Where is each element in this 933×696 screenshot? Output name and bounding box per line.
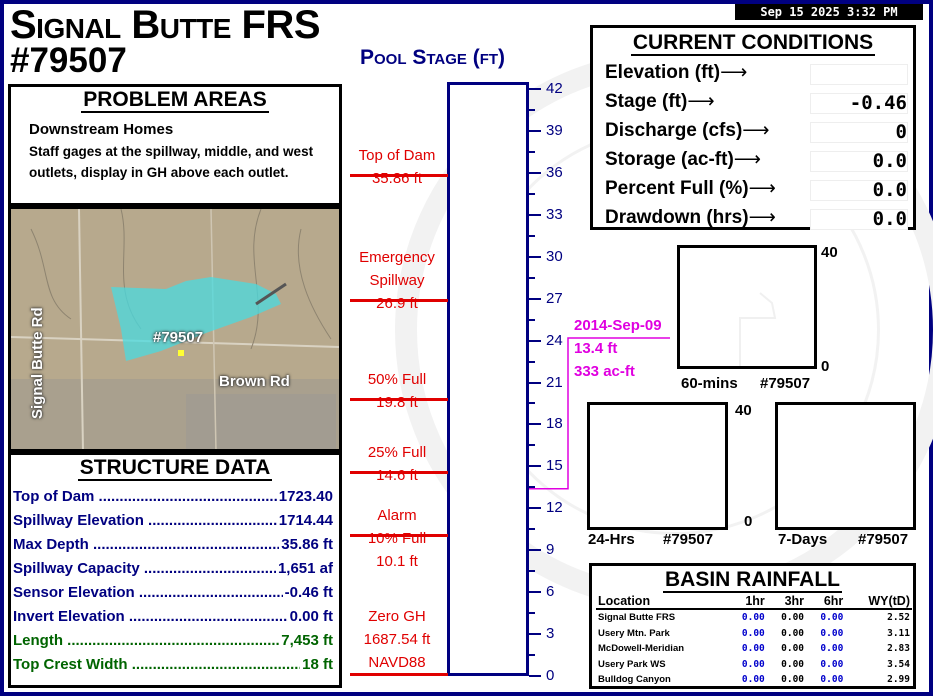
axis-tick	[529, 382, 541, 384]
col-3hr: 3hr	[767, 594, 806, 609]
axis-tick-label: 33	[546, 205, 563, 223]
basin-rainfall-table	[596, 594, 912, 688]
axis-minor-tick	[529, 319, 535, 321]
current-conditions-title: CURRENT CONDITIONS	[632, 31, 874, 54]
chart-60-mins-min: 0	[821, 358, 830, 375]
problem-areas-title: PROBLEM AREAS	[83, 88, 267, 111]
axis-tick	[529, 549, 541, 551]
level-label-line: 50% Full	[367, 371, 427, 389]
arrow-icon: ⟶	[733, 149, 762, 170]
axis-minor-tick	[529, 612, 535, 614]
axis-tick-label: 27	[546, 289, 563, 307]
axis-minor-tick	[529, 193, 535, 195]
level-label-line: 10.1 ft	[376, 552, 418, 570]
col-1hr: 1hr	[728, 594, 767, 609]
structure-data-panel	[8, 452, 342, 688]
axis-tick	[529, 214, 541, 216]
axis-tick-label: 30	[546, 247, 563, 265]
axis-tick	[529, 172, 541, 174]
axis-tick-label: 21	[546, 373, 563, 391]
datetime-readout: Sep 15 2025 3:32 PM	[735, 4, 923, 20]
level-label-line: NAVD88	[368, 654, 426, 671]
chart-60-mins[interactable]	[677, 245, 817, 369]
axis-minor-tick	[529, 570, 535, 572]
axis-tick-label: 6	[546, 583, 555, 601]
level-label	[346, 441, 448, 487]
arrow-icon: ⟶	[742, 120, 770, 141]
current-conditions-panel	[590, 25, 916, 230]
value-storage: 0.0	[811, 152, 907, 171]
condition-row-storage: Storage (ac-ft)⟶	[605, 149, 762, 170]
axis-minor-tick	[529, 444, 535, 446]
axis-minor-tick	[529, 654, 535, 656]
structure-row: Invert Elevation ..... 0.00 ft	[11, 605, 339, 629]
axis-tick	[529, 256, 541, 258]
pool-stage-tube	[447, 82, 529, 676]
axis-tick-label: 39	[546, 121, 563, 139]
table-row: Usery Mtn. Park 0.00 0.00 0.00 3.11	[598, 627, 910, 639]
gage-location-marker	[178, 350, 184, 356]
chart-24-hrs-id: #79507	[663, 531, 714, 548]
chart-24-hrs-label: 24-Hrs	[588, 531, 635, 548]
level-label	[346, 368, 448, 414]
pool-stage-title: Pool Stage (ft)	[360, 46, 506, 69]
axis-minor-tick	[529, 235, 535, 237]
structure-row: Spillway Elevation ..... 1714.44	[11, 509, 339, 533]
chart-7-days-id: #79507	[858, 531, 909, 548]
condition-row-percent-full: Percent Full (%)⟶	[605, 178, 776, 199]
axis-tick-label: 3	[546, 625, 555, 643]
axis-minor-tick	[529, 361, 535, 363]
arrow-icon: ⟶	[720, 62, 748, 83]
chart-7-days-label: 7-Days	[778, 531, 828, 548]
level-label-line: Top of Dam	[358, 146, 436, 164]
problem-areas-heading: Downstream Homes	[29, 121, 174, 138]
axis-minor-tick	[529, 402, 535, 404]
historic-date: 2014-Sep-09	[574, 317, 662, 334]
level-label-line: 25% Full	[367, 443, 427, 461]
level-label-line: Emergency	[359, 249, 435, 267]
axis-tick	[529, 130, 541, 132]
chart-24-hrs-max: 40	[735, 402, 752, 419]
arrow-icon: ⟶	[687, 91, 715, 112]
axis-tick	[529, 340, 541, 342]
chart-24-hrs[interactable]	[587, 402, 728, 530]
level-label	[346, 246, 448, 315]
structure-row: Top Crest Width ..... 18 ft	[11, 653, 339, 677]
structure-row: Sensor Elevation ..... -0.46 ft	[11, 581, 339, 605]
col-wytd: WY(tD)	[845, 594, 912, 609]
axis-tick	[529, 298, 541, 300]
table-header-row	[596, 594, 912, 609]
condition-row-drawdown: Drawdown (hrs)⟶	[605, 207, 776, 228]
problem-areas-panel	[8, 84, 342, 206]
structure-row: Max Depth ..... 35.86 ft	[11, 533, 339, 557]
chart-60-mins-max: 40	[821, 244, 838, 261]
axis-minor-tick	[529, 277, 535, 279]
map-station-label: #79507	[153, 329, 204, 346]
level-label	[346, 144, 448, 190]
axis-minor-tick	[529, 109, 535, 111]
level-label-line: 10% Full	[367, 529, 427, 547]
value-stage: -0.46	[811, 94, 907, 113]
historic-stage: 13.4 ft	[574, 340, 618, 357]
level-label-line: Alarm	[377, 506, 417, 524]
level-label-line: 26.9 ft	[376, 295, 418, 313]
axis-tick	[529, 675, 541, 677]
value-drawdown: 0.0	[811, 210, 907, 229]
chart-7-days[interactable]	[775, 402, 916, 530]
map-road-signal-butte: Signal Butte Rd	[29, 307, 46, 419]
table-row: Bulldog Canyon 0.00 0.00 0.00 2.99	[598, 674, 910, 685]
chart-60-mins-label: 60-mins	[681, 375, 738, 392]
structure-data-title: STRUCTURE DATA	[79, 456, 271, 479]
axis-tick	[529, 507, 541, 509]
axis-tick-label: 12	[546, 499, 563, 517]
basin-rainfall-title: BASIN RAINFALL	[665, 568, 840, 591]
station-name: Signal Butte FRS	[10, 3, 320, 47]
level-label-line: 1687.54 ft	[363, 631, 431, 648]
axis-minor-tick	[529, 528, 535, 530]
axis-tick-label: 36	[546, 163, 563, 181]
axis-minor-tick	[529, 151, 535, 153]
historic-event-label	[574, 314, 662, 383]
axis-tick-label: 0	[546, 667, 555, 684]
axis-tick-label: 24	[546, 331, 563, 349]
axis-tick	[529, 465, 541, 467]
problem-areas-description: Staff gages at the spillway, middle, and west outlets, display in GH above each outlet.	[29, 144, 314, 180]
condition-row-elevation: Elevation (ft)⟶	[605, 62, 748, 83]
axis-tick	[529, 423, 541, 425]
basin-rainfall-panel	[589, 563, 916, 689]
axis-tick	[529, 88, 541, 90]
level-label-line: 14.6 ft	[376, 466, 418, 484]
level-label	[346, 504, 448, 573]
level-label	[346, 605, 448, 674]
level-label-line: 35.86 ft	[371, 169, 423, 187]
condition-row-stage: Stage (ft)⟶	[605, 91, 715, 112]
col-location: Location	[596, 594, 728, 609]
arrow-icon: ⟶	[748, 207, 776, 228]
axis-tick-label: 42	[546, 80, 563, 97]
site-map[interactable]	[8, 206, 342, 452]
chart-60-mins-plot	[680, 248, 814, 366]
table-row: McDowell-Meridian 0.00 0.00 0.00 2.83	[598, 643, 910, 654]
map-road-brown: Brown Rd	[219, 373, 290, 390]
historic-storage: 333 ac-ft	[574, 363, 635, 380]
chart-60-mins-id: #79507	[760, 375, 811, 392]
axis-tick-label: 15	[546, 457, 563, 475]
station-id: #79507	[10, 41, 127, 80]
level-label-line: Spillway	[369, 272, 425, 290]
axis-tick	[529, 591, 541, 593]
level-label-line: 19.8 ft	[376, 394, 418, 412]
structure-row: Length ..... 7,453 ft	[11, 629, 339, 653]
level-label-line: Zero GH	[368, 608, 426, 625]
value-percent-full: 0.0	[811, 181, 907, 200]
arrow-icon: ⟶	[748, 178, 776, 199]
structure-row: Top of Dam ..... 1723.40	[11, 485, 339, 509]
value-elevation	[811, 65, 907, 84]
axis-minor-tick	[529, 486, 535, 488]
table-row: Signal Butte FRS 0.00 0.00 0.00 2.52	[598, 612, 910, 623]
col-6hr: 6hr	[806, 594, 845, 609]
table-row: Usery Park WS 0.00 0.00 0.00 3.54	[598, 658, 910, 670]
axis-tick-label: 18	[546, 415, 563, 433]
structure-data-list	[11, 485, 339, 677]
chart-24-hrs-min: 0	[744, 513, 753, 530]
axis-tick-label: 9	[546, 541, 555, 559]
value-discharge: 0	[811, 123, 907, 142]
axis-tick	[529, 633, 541, 635]
structure-row: Spillway Capacity ..... 1,651 af	[11, 557, 339, 581]
condition-row-discharge: Discharge (cfs)⟶	[605, 120, 770, 141]
